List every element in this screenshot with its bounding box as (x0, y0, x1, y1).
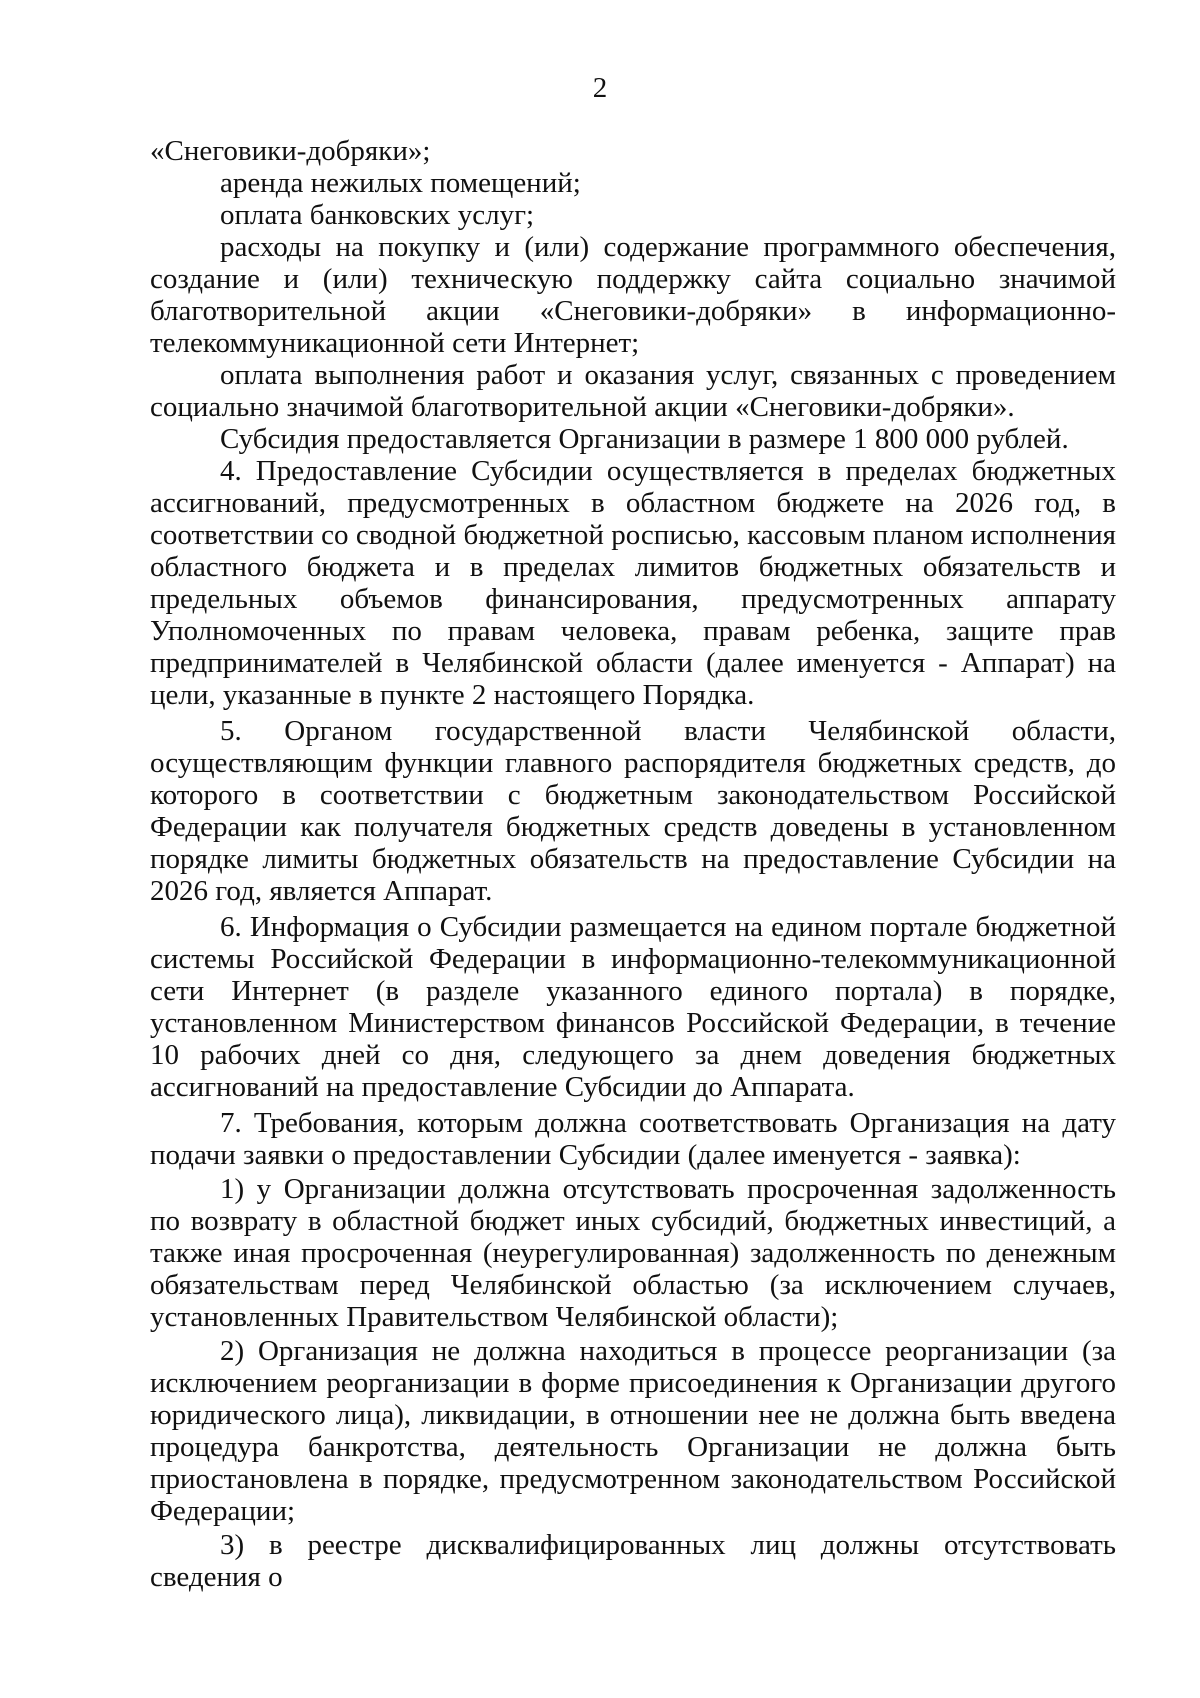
paragraph-item-7: 7. Требования, которым должна соответствовать Организация на дату подачи заявки о предоставлении Субсидии (далее именуется - заявка): (150, 1107, 1116, 1171)
paragraph-item-4: 4. Предоставление Субсидии осуществляется в пределах бюджетных ассигнований, предусмотренных в областном бюджете на 2026 год, в соответствии со сводной бюджетной росписью, кассовым планом исполнения областного бюджета и в пределах лимитов бюджетных обязательств и предельных объемов финансирования, предусмотренных аппарату Уполномоченных по правам человека, правам ребенка, защите прав предпринимателей в Челябинской области (далее именуется - Аппарат) на цели, указанные в пункте 2 настоящего Порядка. (150, 455, 1116, 711)
document-body (150, 135, 1116, 1593)
paragraph-subsidy-amount: Субсидия предоставляется Организации в размере 1 800 000 рублей. (220, 423, 1069, 455)
paragraph-list-item: оплата выполнения работ и оказания услуг, связанных с проведением социально значимой благотворительной акции «Снеговики-добряки». (150, 359, 1116, 423)
paragraph-list-item: оплата банковских услуг; (220, 199, 535, 231)
paragraph-item-5: 5. Органом государственной власти Челябинской области, осуществляющим функции главного распорядителя бюджетных средств, до которого в соответствии с бюджетным законодательством Российской Федерации как получателя бюджетных средств доведены в установленном порядке лимиты бюджетных обязательств на предоставление Субсидии на 2026 год, является Аппарат. (150, 715, 1116, 907)
paragraph-subitem-1: 1) у Организации должна отсутствовать просроченная задолженность по возврату в областной бюджет иных субсидий, бюджетных инвестиций, а также иная просроченная (неурегулированная) задолженность по денежным обязательствам перед Челябинской областью (за исключением случаев, установленных Правительством Челябинской области); (150, 1173, 1116, 1333)
page-number: 2 (592, 72, 608, 104)
paragraph-subitem-2: 2) Организация не должна находиться в процессе реорганизации (за исключением реорганизации в форме присоединения к Организации другого юридического лица), ликвидации, в отношении нее не должна быть введена процедура банкротства, деятельность Организации не должна быть приостановлена в порядке, предусмотренном законодательством Российской Федерации; (150, 1335, 1116, 1527)
paragraph-continuation: «Снеговики-добряки»; (150, 135, 431, 167)
paragraph-list-item: расходы на покупку и (или) содержание программного обеспечения, создание и (или) техническую поддержку сайта социально значимой благотворительной акции «Снеговики-добряки» в информационно-телекоммуникационной сети Интернет; (150, 231, 1116, 359)
paragraph-subitem-3: 3) в реестре дисквалифицированных лиц должны отсутствовать сведения о (150, 1529, 1116, 1593)
paragraph-list-item: аренда нежилых помещений; (220, 167, 581, 199)
paragraph-item-6: 6. Информация о Субсидии размещается на едином портале бюджетной системы Российской Федерации в информационно-телекоммуникационной сети Интернет (в разделе указанного единого портала) в порядке, установленном Министерством финансов Российской Федерации, в течение 10 рабочих дней со дня, следующего за днем доведения бюджетных ассигнований на предоставление Субсидии до Аппарата. (150, 911, 1116, 1103)
